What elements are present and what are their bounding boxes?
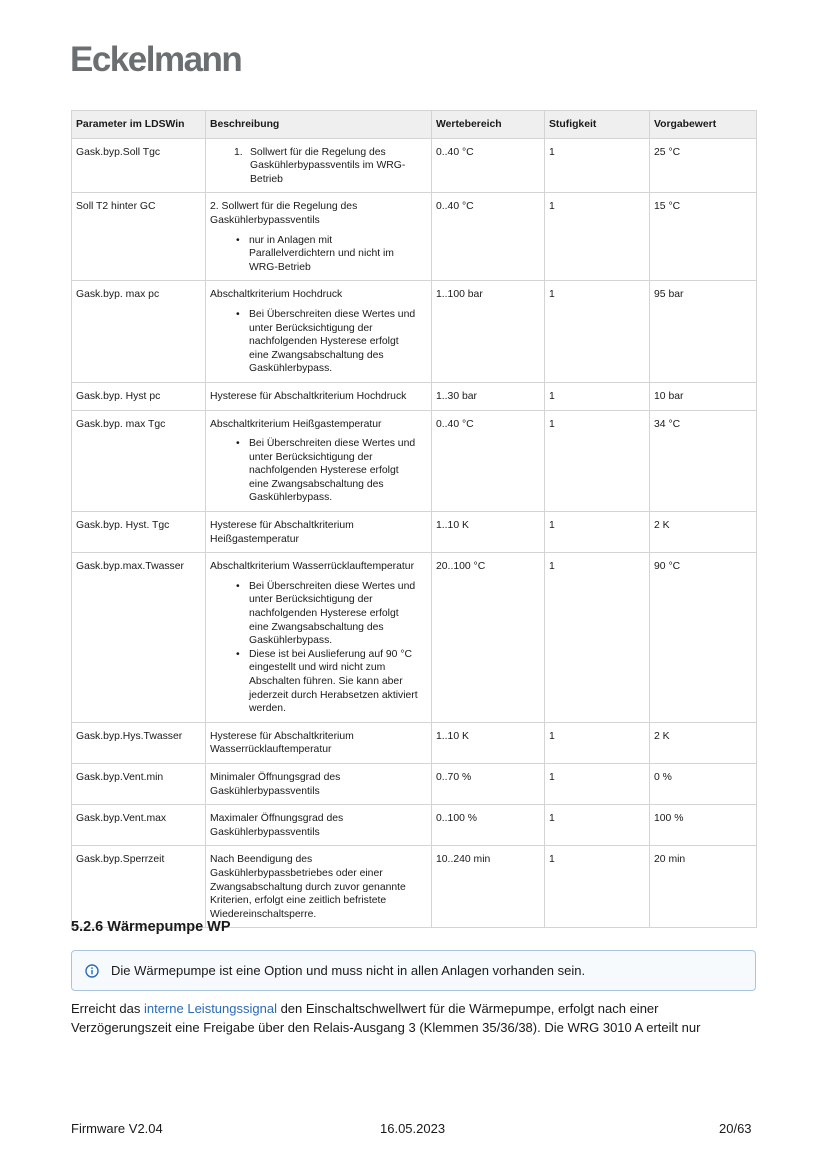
default-value-cell: 20 min — [650, 846, 757, 928]
param-name-cell: Gask.byp.Vent.min — [72, 763, 206, 804]
bullet-item — [236, 648, 427, 716]
description-cell — [206, 512, 432, 553]
info-note-text: Die Wärmepumpe ist eine Option und muss nicht in allen Anlagen vorhanden sein. — [111, 963, 586, 978]
default-value-cell: 25 °C — [650, 138, 757, 193]
param-name-cell: Gask.byp. Hyst pc — [72, 382, 206, 410]
default-value-cell: 15 °C — [650, 193, 757, 281]
default-value-cell: 2 K — [650, 512, 757, 553]
description-cell — [206, 410, 432, 512]
header-range: Wertebereich — [432, 111, 545, 139]
description-cell — [206, 281, 432, 383]
step-cell: 1 — [545, 846, 650, 928]
header-step: Stufigkeit — [545, 111, 650, 139]
description-text: Abschaltkriterium Hochdruck — [210, 289, 343, 301]
description-text: 2. Sollwert für die Regelung des Gaskühlerbypassventils — [210, 201, 358, 226]
bullet-item — [236, 580, 427, 648]
description-text: Nach Beendigung des Gaskühlerbypassbetriebes oder einer Zwangsabschaltung durch zuvor genannte Kriterien, erfolgt eine zeitlich befristete Wiedereinschaltsperre. — [210, 854, 406, 920]
table-row — [72, 281, 757, 383]
step-cell: 1 — [545, 763, 650, 804]
eckelmann-logo: Eckelmann — [70, 40, 242, 79]
range-cell: 0..70 % — [432, 763, 545, 804]
step-cell: 1 — [545, 193, 650, 281]
paragraph-text-end: den Einschaltschwellwert für die Wärmepumpe, erfolgt nach einer Verzögerungszeit eine Freigabe über den Relais-Ausgang 3 (Klemmen 35/36/38). Die WRG 3010 A erteilt nur — [71, 1001, 701, 1035]
range-cell: 1..30 bar — [432, 382, 545, 410]
table-row — [72, 410, 757, 512]
range-cell: 1..10 K — [432, 722, 545, 763]
step-cell: 1 — [545, 410, 650, 512]
default-value-cell: 95 bar — [650, 281, 757, 383]
range-cell: 0..40 °C — [432, 410, 545, 512]
bullet-text: Bei Überschreiten diese Wertes und unter Berücksichtigung der nachfolgenden Hysterese erfolgt eine Zwangsabschaltung des Gaskühlerbypass. — [249, 580, 416, 647]
range-cell: 10..240 min — [432, 846, 545, 928]
param-name-cell: Gask.byp.Vent.max — [72, 805, 206, 846]
description-cell — [206, 553, 432, 723]
bullet-text: Diese ist bei Auslieferung auf 90 °C eingestellt und wird nicht zum Abschalten führen. Sie kann aber jederzeit durch Herabsetzen aktiviert werden. — [249, 648, 418, 715]
bullet-list — [210, 437, 427, 505]
numbered-item — [210, 146, 427, 187]
range-cell: 0..40 °C — [432, 138, 545, 193]
table-row — [72, 138, 757, 193]
step-cell: 1 — [545, 382, 650, 410]
description-cell — [206, 138, 432, 193]
bullet-icon: • — [236, 648, 240, 660]
body-paragraph — [71, 1000, 761, 1037]
header-parameter: Parameter im LDSWin — [72, 111, 206, 139]
description-cell — [206, 763, 432, 804]
range-cell: 1..10 K — [432, 512, 545, 553]
table-row — [72, 512, 757, 553]
description-cell — [206, 193, 432, 281]
description-cell — [206, 382, 432, 410]
description-cell — [206, 846, 432, 928]
description-text: Abschaltkriterium Wasserrücklauftemperatur — [210, 561, 415, 573]
table-row — [72, 193, 757, 281]
default-value-cell: 2 K — [650, 722, 757, 763]
step-cell: 1 — [545, 553, 650, 723]
footer-firmware: Firmware V2.04 — [71, 1121, 163, 1136]
param-name-cell: Gask.byp.max.Twasser — [72, 553, 206, 723]
info-icon — [85, 964, 99, 978]
param-name-cell: Gask.byp.Hys.Twasser — [72, 722, 206, 763]
description-text: Hysterese für Abschaltkriterium Hochdruck — [210, 390, 407, 402]
bullet-list — [210, 580, 427, 716]
description-text: Hysterese für Abschaltkriterium Heißgastemperatur — [210, 520, 354, 545]
default-value-cell: 10 bar — [650, 382, 757, 410]
bullet-icon: • — [236, 234, 240, 246]
param-name-cell: Gask.byp. max pc — [72, 281, 206, 383]
description-text: Minimaler Öffnungsgrad des Gaskühlerbypassventils — [210, 771, 341, 797]
step-cell: 1 — [545, 722, 650, 763]
info-note — [71, 950, 756, 991]
bullet-icon: • — [236, 580, 240, 592]
header-description: Beschreibung — [206, 111, 432, 139]
paragraph-text-start: Erreicht das — [71, 1001, 144, 1016]
bullet-list — [210, 308, 427, 376]
bullet-item — [236, 437, 427, 505]
table-header-row — [72, 111, 757, 139]
bullet-text: nur in Anlagen mit Parallelverdichtern und nicht im WRG-Betrieb — [249, 234, 394, 273]
param-name-cell: Gask.byp. Hyst. Tgc — [72, 512, 206, 553]
param-name-cell: Gask.byp.Soll Tgc — [72, 138, 206, 193]
list-number: 1. — [234, 146, 243, 158]
description-text: Abschaltkriterium Heißgastemperatur — [210, 418, 382, 430]
table-row — [72, 763, 757, 804]
default-value-cell: 100 % — [650, 805, 757, 846]
description-cell — [206, 722, 432, 763]
step-cell: 1 — [545, 281, 650, 383]
step-cell: 1 — [545, 512, 650, 553]
default-value-cell: 0 % — [650, 763, 757, 804]
bullet-item — [236, 234, 427, 275]
bullet-icon: • — [236, 438, 240, 450]
table-row — [72, 382, 757, 410]
default-value-cell: 34 °C — [650, 410, 757, 512]
bullet-list — [210, 234, 427, 275]
table-row — [72, 722, 757, 763]
header-default: Vorgabewert — [650, 111, 757, 139]
bullet-text: Bei Überschreiten diese Wertes und unter Berücksichtigung der nachfolgenden Hysterese erfolgt eine Zwangsabschaltung des Gaskühlerbypass. — [249, 438, 416, 504]
range-cell: 0..40 °C — [432, 193, 545, 281]
step-cell: 1 — [545, 138, 650, 193]
description-text: Hysterese für Abschaltkriterium Wasserrücklauftemperatur — [210, 730, 354, 756]
bullet-icon: • — [236, 308, 240, 320]
description-cell — [206, 805, 432, 846]
description-text: Sollwert für die Regelung des Gaskühlerbypassventils im WRG-Betrieb — [250, 146, 406, 185]
table-body — [72, 138, 757, 928]
range-cell: 0..100 % — [432, 805, 545, 846]
table-row — [72, 553, 757, 723]
range-cell: 20..100 °C — [432, 553, 545, 723]
parameter-table — [71, 110, 757, 928]
footer-page-number: 20/63 — [719, 1121, 752, 1136]
param-name-cell: Gask.byp. max Tgc — [72, 410, 206, 512]
default-value-cell: 90 °C — [650, 553, 757, 723]
internal-power-signal-link[interactable]: interne Leistungssignal — [143, 1001, 277, 1016]
table-row — [72, 805, 757, 846]
param-name-cell: Gask.byp.Sperrzeit — [72, 846, 206, 928]
footer-date: 16.05.2023 — [380, 1121, 446, 1136]
section-heading: 5.2.6 Wärmepumpe WP — [71, 919, 231, 935]
bullet-text: Bei Überschreiten diese Wertes und unter Berücksichtigung der nachfolgenden Hysterese erfolgt eine Zwangsabschaltung des Gaskühlerbypass. — [249, 308, 416, 375]
description-text: Maximaler Öffnungsgrad des Gaskühlerbypassventils — [210, 813, 344, 838]
param-name-cell: Soll T2 hinter GC — [72, 193, 206, 281]
table-row — [72, 846, 757, 928]
range-cell: 1..100 bar — [432, 281, 545, 383]
bullet-item — [236, 308, 427, 376]
step-cell: 1 — [545, 805, 650, 846]
